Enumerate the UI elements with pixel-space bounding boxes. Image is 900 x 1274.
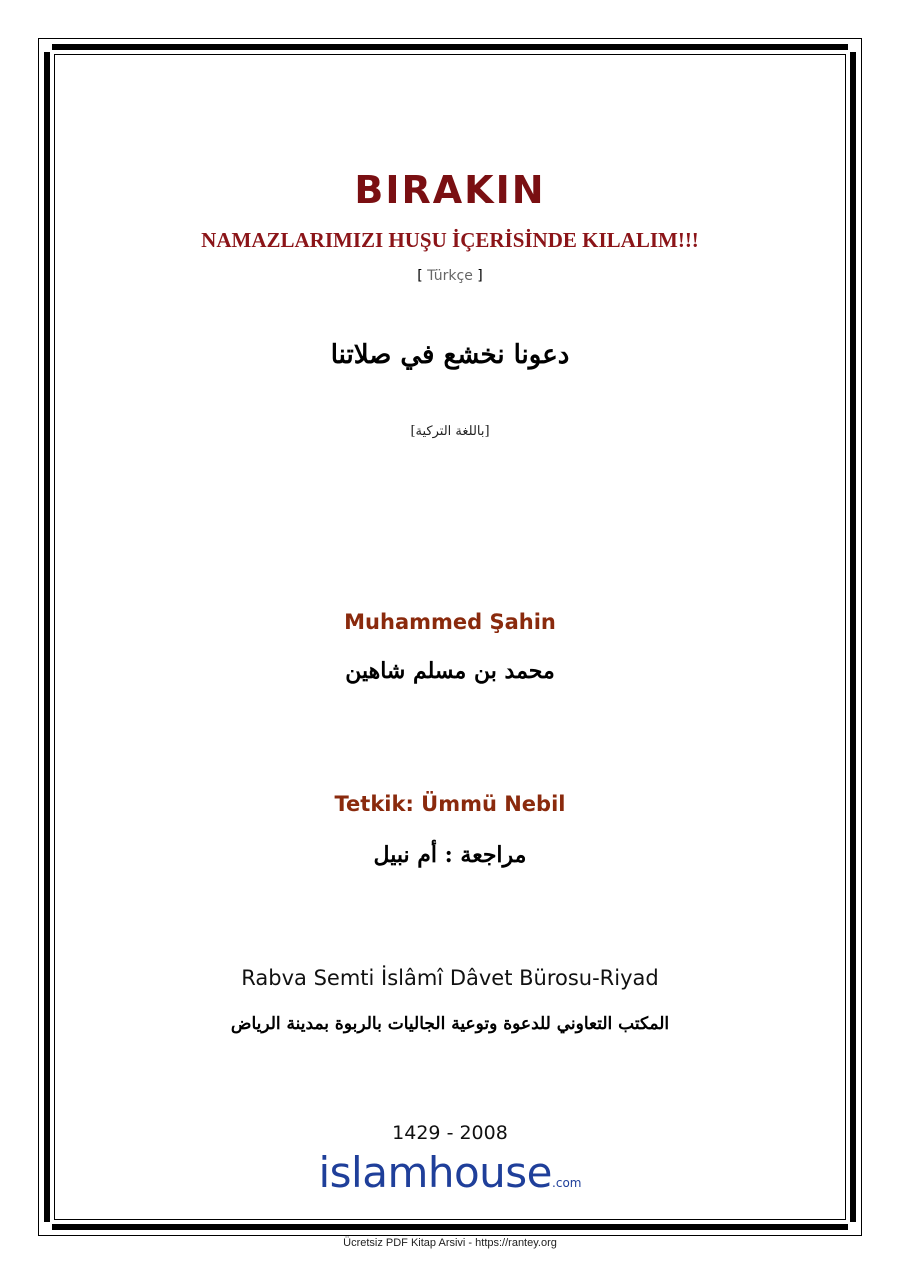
footer-archive-note: Ücretsiz PDF Kitap Arsivi - https://rantey.org [343,1237,557,1249]
language-note-arabic: [باللغة التركية] [410,424,490,439]
editor-label-arabic: مراجعة : أم نبيل [373,842,527,868]
frame-corner-bottom-right [848,1222,862,1236]
language-bracket-open: [ [417,268,423,284]
book-subtitle: NAMAZLARIMIZI HUŞU İÇERİSİNDE KILALIM!!! [201,228,699,252]
islamhouse-logo [60,1148,840,1197]
publisher-name-arabic: المكتب التعاوني للدعوة وتوعية الجاليات بالربوة بمدينة الرياض [230,1014,670,1034]
publisher-name: Rabva Semti İslâmî Dâvet Bürosu-Riyad [241,966,659,990]
author-name: Muhammed Şahin [344,610,556,634]
publication-year: 1429 - 2008 [392,1122,508,1144]
book-title: BIRAKIN [354,168,546,212]
frame-corner-bottom-left [38,1222,52,1236]
frame-corner-top-right [848,38,862,52]
language-note-arabic-text: باللغة التركية [415,424,485,439]
logo-tld: .com [552,1176,582,1190]
book-title-arabic: دعونا نخشع في صلاتنا [330,340,570,370]
logo-text: islamhouse [318,1148,553,1197]
editor-label: Tetkik: Ümmü Nebil [334,792,566,816]
language-tag: Türkçe [427,268,473,284]
language-bracket-close: ] [477,268,483,284]
author-name-arabic: محمد بن مسلم شاهين [345,658,555,684]
frame-corner-top-left [38,38,52,52]
language-label [60,268,840,284]
